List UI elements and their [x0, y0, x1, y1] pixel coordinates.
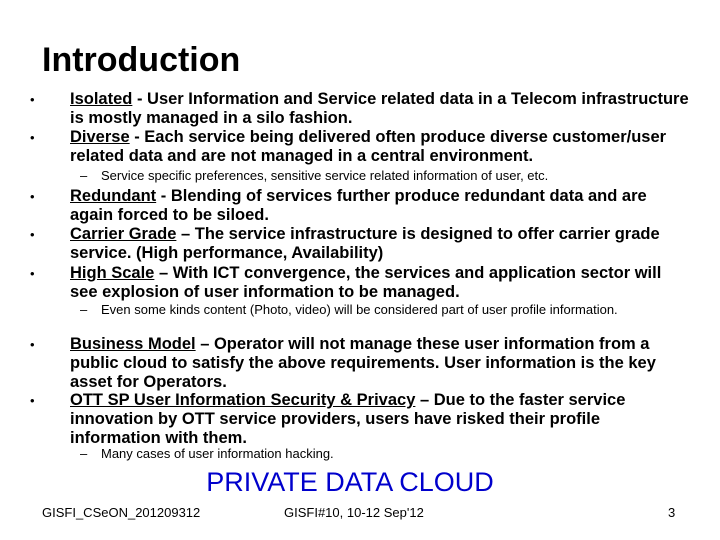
sub-text: Even some kinds content (Photo, video) will be considered part of user profile information.: [101, 302, 618, 317]
bullet-icon: •: [30, 393, 35, 408]
bullet-text: [70, 128, 690, 166]
bullet-text: [70, 90, 690, 128]
bullet-term: Carrier Grade: [70, 225, 177, 243]
bullet-text: [70, 187, 690, 225]
bullet-icon: •: [30, 337, 35, 352]
bullet-term: High Scale: [70, 264, 155, 282]
bullet-icon: •: [30, 227, 35, 242]
dash-icon: –: [80, 302, 88, 317]
dash-icon: –: [80, 168, 88, 183]
sub-text: Service specific preferences, sensitive service related information of user, etc.: [101, 168, 549, 183]
bullet-text: [70, 264, 690, 302]
slide-title: Introduction: [42, 41, 241, 79]
bullet-icon: •: [30, 130, 35, 145]
bullet-body: - Blending of services further produce redundant data and are again forced to be siloed.: [70, 187, 647, 224]
bullet-term: Redundant: [70, 187, 157, 205]
dash-icon: –: [80, 446, 88, 461]
bullet-body: – Due to the faster service innovation by OTT service providers, users have risked their profile information with them.: [70, 391, 626, 447]
bullet-body: – Operator will not manage these user information from a public cloud to satisfy the above requirements. User information is the key asset for Operators.: [70, 335, 656, 391]
bullet-icon: •: [30, 266, 35, 281]
bullet-body: - User Information and Service related data in a Telecom infrastructure is mostly managed in a silo fashion.: [70, 90, 689, 127]
footer-page-number: 3: [668, 505, 676, 520]
bullet-body: - Each service being delivered often produce diverse customer/user related data and are not managed in a central environment.: [70, 128, 667, 165]
bullet-body: – The service infrastructure is designed to offer carrier grade service. (High performance, Availability): [70, 225, 660, 262]
sub-text: Many cases of user information hacking.: [101, 446, 334, 461]
bullet-text: [70, 335, 690, 392]
bullet-text: [70, 391, 690, 448]
bullet-icon: •: [30, 189, 35, 204]
bullet-term: Diverse: [70, 128, 130, 146]
callout-private-data-cloud: PRIVATE DATA CLOUD: [206, 467, 494, 497]
bullet-text: [70, 225, 690, 263]
bullet-term: Business Model: [70, 335, 196, 353]
bullet-term: OTT SP User Information Security & Privacy: [70, 391, 416, 409]
footer-event: GISFI#10, 10-12 Sep'12: [284, 505, 424, 520]
bullet-icon: •: [30, 92, 35, 107]
bullet-term: Isolated: [70, 90, 133, 108]
bullet-body: – With ICT convergence, the services and application sector will see explosion of user information to be managed.: [70, 264, 662, 301]
footer-document-id: GISFI_CSeON_201209312: [42, 505, 201, 520]
